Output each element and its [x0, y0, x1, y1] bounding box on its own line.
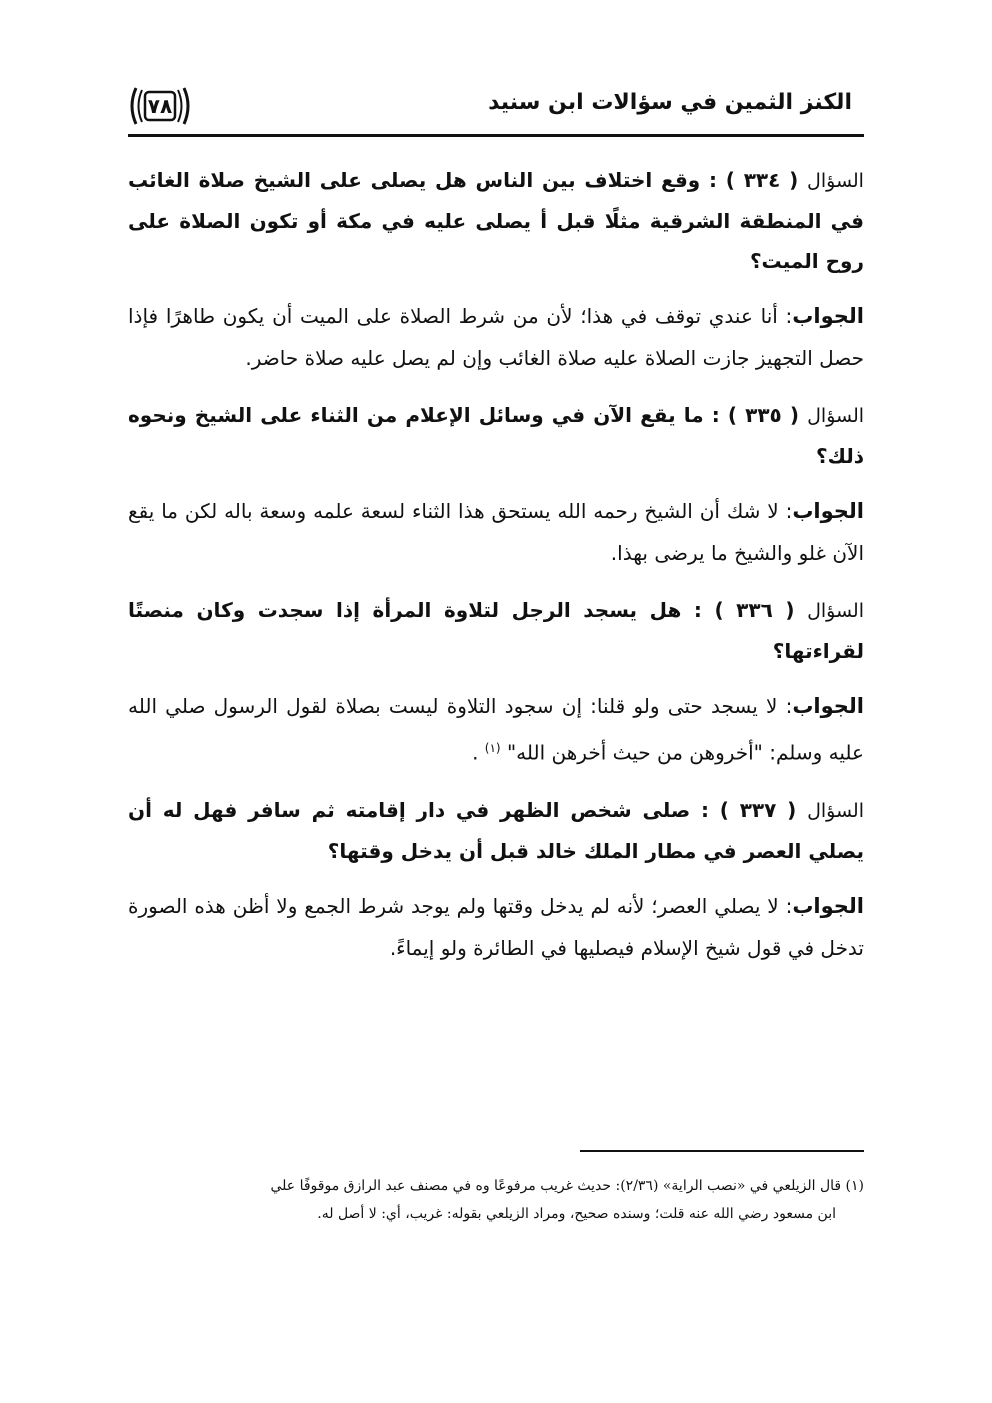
answer-text: لا شك أن الشيخ رحمه الله يستحق هذا الثناء لسعة علمه وسعة باله لكن ما يقع الآن غلو والشيخ ما يرضى بهذا.: [128, 499, 864, 565]
main-content: [128, 160, 864, 985]
page-header: [128, 82, 864, 137]
footnote-marker: (١): [484, 741, 501, 755]
question-text: صلى شخص الظهر في دار إقامته ثم سافر فهل له أن يصلي العصر في مطار الملك خالد قبل أن يدخل وقتها؟: [128, 797, 864, 863]
question-label: السؤال: [807, 405, 865, 427]
question-paragraph: [128, 160, 864, 281]
question-paragraph: [128, 590, 864, 671]
question-label: السؤال: [807, 799, 864, 822]
question-number: ( ٣٣٤ ) :: [709, 168, 799, 192]
question-text: وقع اختلاف بين الناس هل يصلى على الشيخ صلاة الغائب في المنطقة الشرقية مثلًا قبل أ يصلى عليه في مكة أو تكون الصلاة على روح الميت؟: [128, 168, 864, 273]
question-label: السؤال: [807, 600, 864, 622]
answer-label: الجواب: [792, 304, 864, 328]
footnote-line: ابن مسعود رضي الله عنه قلت؛ وسنده صحيح، ومراد الزيلعي بقوله: غريب، أي: لا أصل له.: [317, 1206, 836, 1222]
answer-label: الجواب: [792, 694, 864, 718]
answer-text: لا يصلي العصر؛ لأنه لم يدخل وقتها ولم يوجد شرط الجمع ولا أظن هذه الصورة تدخل في قول شيخ الإسلام فيصليها في الطائرة ولو إيماءً.: [128, 893, 864, 960]
answer-tail: .: [472, 740, 479, 765]
answer-paragraph: الجواب: أنا عندي توقف في هذا؛ لأن من شرط الصلاة على الميت أن يكون طاهرًا فإذا حصل التجهيز جازت الصلاة عليه صلاة الغائب وإن لم يصل عليه صلاة حاضر.: [128, 304, 864, 370]
answer-paragraph: الجواب: لا يسجد حتى ولو قلنا: إن سجود التلاوة ليست بصلاة لقول الرسول صلي الله عليه وسلم: "أخروهن من حيث أخرهن الله" $^{(١)}$ .: [128, 694, 864, 765]
question-label: السؤال: [807, 170, 864, 192]
answer-paragraph: الجواب: لا يصلي العصر؛ لأنه لم يدخل وقتها ولم يوجد شرط الجمع ولا أظن هذه الصورة تدخل في قول شيخ الإسلام فيصليها في الطائرة ولو إيماءً.: [128, 893, 864, 960]
page-number-badge: [128, 86, 192, 126]
question-text: هل يسجد الرجل لتلاوة المرأة إذا سجدت وكان منصتًا لقراءتها؟: [128, 598, 864, 663]
footnotes: [128, 1172, 864, 1228]
page-number: ٧٨: [147, 94, 173, 118]
answer-label: الجواب: [792, 499, 864, 523]
question-paragraph: [128, 395, 864, 476]
footnote-line: (١) قال الزيلعي في «نصب الراية» (٢/٣٦): حديث غريب مرفوعًا وه في مصنف عبد الرازق موقوفًا علي: [270, 1178, 864, 1194]
question-number: ( ٣٣٦ ) :: [693, 598, 795, 622]
answer-text: لا يسجد حتى ولو قلنا: إن سجود التلاوة ليست بصلاة لقول الرسول صلي الله عليه وسلم: "أخروهن من حيث أخرهن الله": [128, 694, 864, 765]
footnote-divider: [580, 1150, 864, 1152]
question-number: ( ٣٣٧ ) :: [701, 797, 797, 822]
question-text: ما يقع الآن في وسائل الإعلام من الثناء على الشيخ ونحوه ذلك؟: [128, 403, 864, 468]
question-paragraph: [128, 790, 864, 871]
answer-paragraph: الجواب: لا شك أن الشيخ رحمه الله يستحق هذا الثناء لسعة علمه وسعة باله لكن ما يقع الآن غلو والشيخ ما يرضى بهذا.: [128, 499, 864, 565]
question-number: ( ٣٣٥ ) :: [711, 403, 799, 427]
answer-label: الجواب: [792, 893, 864, 918]
answer-text: أنا عندي توقف في هذا؛ لأن من شرط الصلاة على الميت أن يكون طاهرًا فإذا حصل التجهيز جازت الصلاة عليه صلاة الغائب وإن لم يصل عليه صلاة حاضر.: [128, 304, 864, 370]
running-title: الكنز الثمين في سؤالات ابن سنيد: [488, 90, 852, 115]
